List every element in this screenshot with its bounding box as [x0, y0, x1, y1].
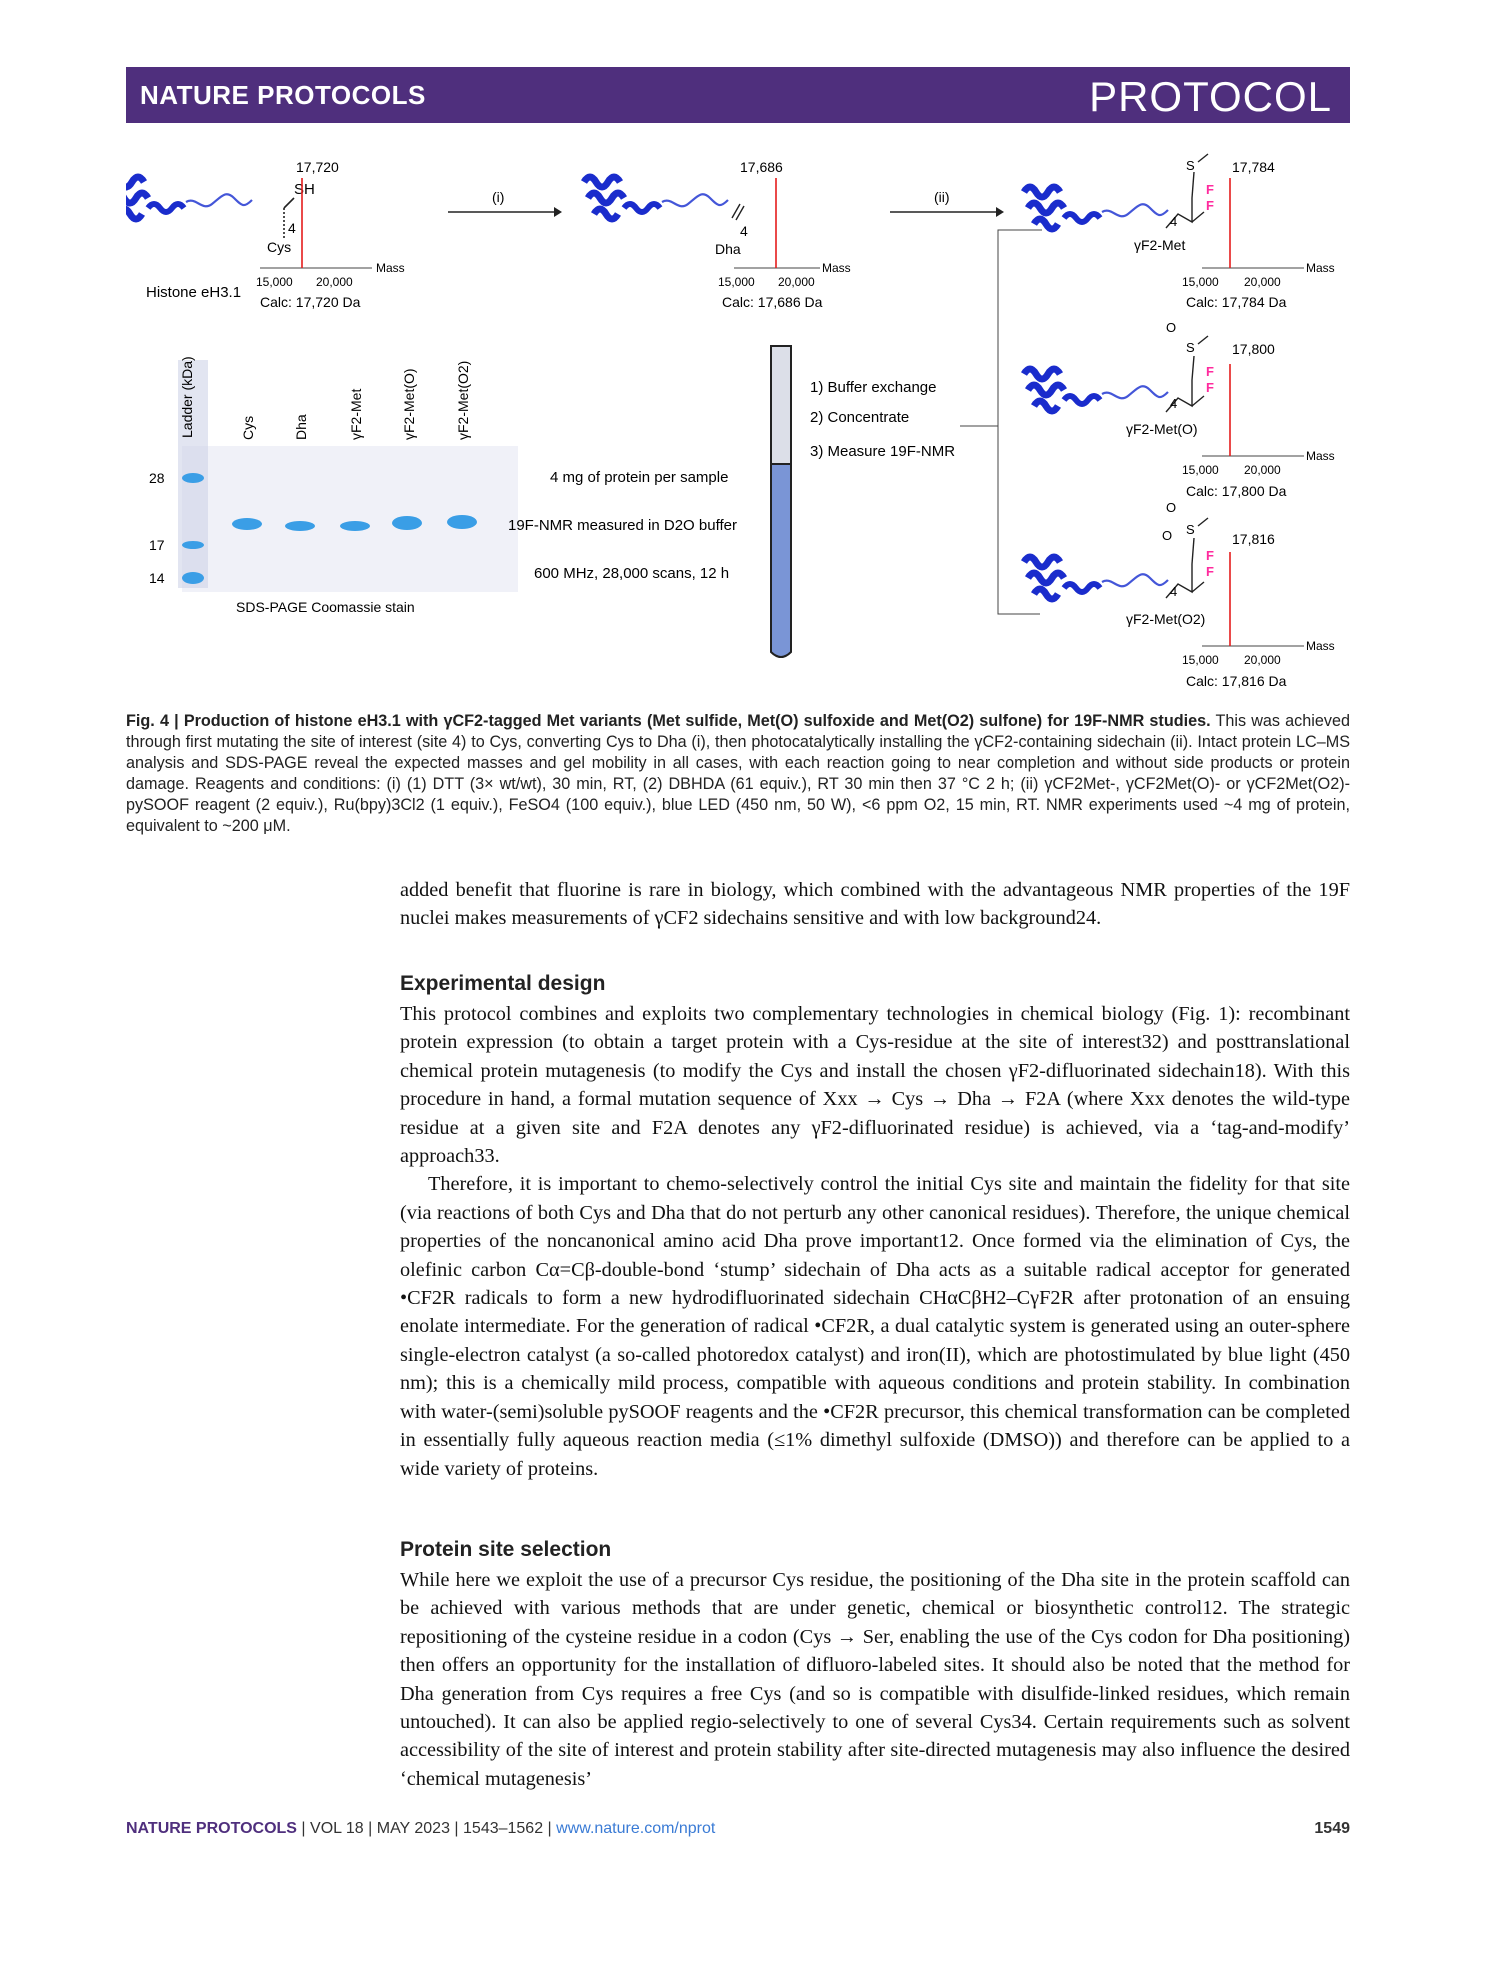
calc-4: Calc: 17,800 Da [1186, 483, 1287, 499]
article-type: PROTOCOL [1089, 73, 1332, 120]
site-label-2: 4 [740, 223, 748, 239]
spectrum-3 [1182, 159, 1335, 310]
marker-28: 28 [149, 470, 165, 486]
caption-text: This was achieved through first mutating the site of interest (site 4) to Cys, converting Cys to Dha (i), then photocatalytically installing the γCF2-containing sidechain (ii). Intact protein LC–MS analysis and SDS-PAGE reveal the expected masses and gel mobility in all cases, with each reaction going to near completion and without side products or protein damage. Reagents and conditions: (i) (1) DTT (3× wt/wt), 30 min, RT, (2) DBHDA (61 equiv.), RT 30 min then 37 °C 2 h; (ii) γCF2Met-, γCF2Met(O)- or γCF2Met(O2)-pySOOF reagent (2 equiv.), Ru(bpy)3Cl2 (1 equiv.), FeSO4 (100 equiv.), blue LED (450 nm, 50 W), <6 ppm O2, 15 min, RT. NMR experiments used ~4 mg of protein, equivalent to ~200 μM. [126, 712, 1350, 835]
nmr-conditions [508, 469, 737, 582]
journal-name: NATURE PROTOCOLS [140, 80, 426, 110]
caption-label: Fig. 4 | [126, 712, 184, 730]
section1-paragraph-1: This protocol combines and exploits two complementary technologies in chemical biology (Fig. 1): recombinant protein expression (to obtain a target protein with a Cys-residue at the site of interest32) and posttranslational chemical protein mutagenesis (to modify the Cys and install the chosen γF2-difluorinated sidechain18). With this procedure in hand, a formal mutation sequence of Xxx → Cys → Dha → F2A (where Xxx denotes the wild-type residue at a given site and F2A denotes any γF2-difluorinated residue) is achieved, via a ‘tag-and-modify’ approach33. [400, 1003, 1350, 1168]
atom-f-1b: F [1206, 198, 1214, 213]
gel-lane-2: Cys [240, 415, 256, 440]
spectrum-1 [256, 159, 405, 310]
section-title-protein-site-selection: Protein site selection [400, 1538, 612, 1561]
peak-label-4: 17,800 [1232, 341, 1275, 357]
section2-paragraph-1: While here we exploit the use of a precursor Cys residue, the positioning of the Dha site in the protein scaffold can be achieved with various methods that are under genetic, chemical or biosynthetic control12. The strategic repositioning of the cysteine residue in a codon (Cys → Ser, enabling the use of the Cys codon for Dha positioning) then offers an opportunity for the installation of difluoro-labeled sites. It should also be noted that the method for Dha generation from Cys requires a free Cys (and so is compatible with disulfide-linked residues, which remain untouched). It can also be applied regio-selectively to one of several Cys34. Certain requirements such as solvent accessibility of the site of interest and protein stability after site-directed mutagenesis may also influence the desired ‘chemical mutagenesis’ [400, 1569, 1350, 1790]
atom-s-1: S [1186, 158, 1195, 173]
site-label-1: 4 [288, 220, 296, 236]
marker-14: 14 [149, 570, 165, 586]
footer-pages: 1543–1562 [463, 1820, 544, 1837]
spectrum-2 [718, 159, 851, 310]
variant-met [1024, 154, 1214, 253]
cys-label: Cys [267, 239, 292, 255]
workflow-step-1: 1) Buffer exchange [810, 379, 937, 396]
condition-2: 19F-NMR measured in D2O buffer [508, 517, 737, 534]
atom-o-3a: O [1166, 500, 1177, 515]
mass-high-1: 20,000 [316, 275, 353, 289]
step2-label: (ii) [934, 189, 950, 205]
condition-3: 600 MHz, 28,000 scans, 12 h [534, 565, 730, 582]
gel-lane-4: γF2-Met [348, 388, 364, 440]
mass-high-4: 20,000 [1244, 463, 1281, 477]
variant-met-o2 [1024, 500, 1214, 627]
step1-label: (i) [492, 189, 505, 205]
calc-5: Calc: 17,816 Da [1186, 673, 1287, 689]
gel-lane-3: Dha [293, 414, 309, 440]
header-banner [126, 67, 1350, 123]
gel-lane-1: Ladder (kDa) [179, 356, 195, 438]
mass-low-4: 15,000 [1182, 463, 1219, 477]
variant-label-2: γF2-Met(O) [1126, 421, 1198, 437]
atom-o-3b: O [1162, 528, 1173, 543]
mass-axis-4: Mass [1306, 449, 1335, 463]
mass-high-5: 20,000 [1244, 653, 1281, 667]
atom-f-3a: F [1206, 548, 1214, 563]
variant-label-3: γF2-Met(O2) [1126, 611, 1206, 627]
gel-lane-5: γF2-Met(O) [401, 368, 417, 440]
mass-low-3: 15,000 [1182, 275, 1219, 289]
marker-17: 17 [149, 537, 165, 553]
intro-paragraph: added benefit that fluorine is rare in biology, which combined with the advantageous NMR properties of the 19F nuclei makes measurements of γCF2 sidechains sensitive and with low background24. [400, 879, 1350, 930]
atom-f-2b: F [1206, 380, 1214, 395]
footer-volume: VOL 18 [310, 1820, 364, 1837]
peak-label-3: 17,784 [1232, 159, 1275, 175]
sds-page-gel [149, 356, 518, 615]
calc-3: Calc: 17,784 Da [1186, 294, 1287, 310]
mass-axis-5: Mass [1306, 639, 1335, 653]
mass-axis-3: Mass [1306, 261, 1335, 275]
variant-label-1: γF2-Met [1134, 237, 1186, 253]
atom-f-1a: F [1206, 182, 1214, 197]
section-experimental-design [400, 1000, 1350, 1483]
footer-date: MAY 2023 [376, 1820, 450, 1837]
section-protein-site-selection [400, 1566, 1350, 1793]
atom-f-3b: F [1206, 564, 1214, 579]
peak-label-1: 17,720 [296, 159, 339, 175]
mass-axis-2: Mass [822, 261, 851, 275]
mass-high-3: 20,000 [1244, 275, 1281, 289]
atom-o-2: O [1166, 320, 1177, 335]
section-title-experimental-design: Experimental design [400, 972, 606, 995]
variant-met-o [1024, 320, 1214, 437]
mass-high-2: 20,000 [778, 275, 815, 289]
page-number: 1549 [1314, 1820, 1350, 1837]
mass-low-2: 15,000 [718, 275, 755, 289]
calc-1: Calc: 17,720 Da [260, 294, 361, 310]
spectrum-5 [1182, 531, 1335, 689]
workflow-step-3: 3) Measure 19F-NMR [810, 443, 956, 460]
footer-url[interactable]: www.nature.com/nprot [556, 1820, 716, 1837]
mass-low-5: 15,000 [1182, 653, 1219, 667]
mass-low-1: 15,000 [256, 275, 293, 289]
protein-label: Histone eH3.1 [146, 284, 242, 301]
nmr-tube [771, 346, 791, 657]
mass-axis-1: Mass [376, 261, 405, 275]
site-label-3: 4 [1170, 214, 1178, 229]
footer-journal: NATURE PROTOCOLS [126, 1820, 297, 1837]
dha-label: Dha [715, 241, 741, 257]
gel-lane-6: γF2-Met(O2) [455, 360, 471, 440]
calc-2: Calc: 17,686 Da [722, 294, 823, 310]
workflow-steps [810, 379, 955, 460]
site-label-4: 4 [1170, 396, 1178, 411]
gel-caption: SDS-PAGE Coomassie stain [236, 599, 415, 615]
workflow-step-2: 2) Concentrate [810, 409, 910, 426]
sh-label: SH [294, 181, 315, 198]
condition-1: 4 mg of protein per sample [550, 469, 729, 486]
atom-s-2: S [1186, 340, 1195, 355]
peak-label-5: 17,816 [1232, 531, 1275, 547]
site-label-5: 4 [1170, 584, 1178, 599]
atom-f-2a: F [1206, 364, 1214, 379]
spectrum-4 [1182, 341, 1335, 499]
peak-label-2: 17,686 [740, 159, 783, 175]
caption-title: Production of histone eH3.1 with γCF2-tagged Met variants (Met sulfide, Met(O) sulfoxide and Met(O2) sulfone) for 19F-NMR studies. [183, 712, 1211, 730]
atom-s-3: S [1186, 522, 1195, 537]
section1-paragraph-2: Therefore, it is important to chemo-selectively control the initial Cys site and maintain the fidelity for that site (via reactions of both Cys and Dha that do not perturb any other canonical residues). Therefore, the unique chemical properties of the noncanonical amino acid Dha prove important12. Once formed via the elimination of Cys, the olefinic carbon Cα=Cβ-double-bond ‘stump’ sidechain of Dha acts as a suitable radical acceptor for generated •CF2R radicals to form a new hydrodifluorinated sidechain CHαCβH2–CγF2R after protonation of an ensuing enolate intermediate. For the generation of radical •CF2R, a dual catalytic system is generated using an outer-sphere single-electron catalyst (a so-called photoredox catalyst) and iron(II), which are photostimulated by blue light (450 nm); this is a chemically mild process, compatible with aqueous conditions and protein stability. In combination with water-(semi)soluble pySOOF reagents and the •CF2R precursor, this chemical transformation can be completed in essentially fully aqueous reaction media (≤1% dimethyl sulfoxide (DMSO)) and therefore can be applied to a wide variety of proteins. [400, 1173, 1350, 1480]
figure-4 [126, 150, 1350, 710]
protein-dha [584, 177, 748, 257]
figure-caption [126, 711, 1350, 837]
